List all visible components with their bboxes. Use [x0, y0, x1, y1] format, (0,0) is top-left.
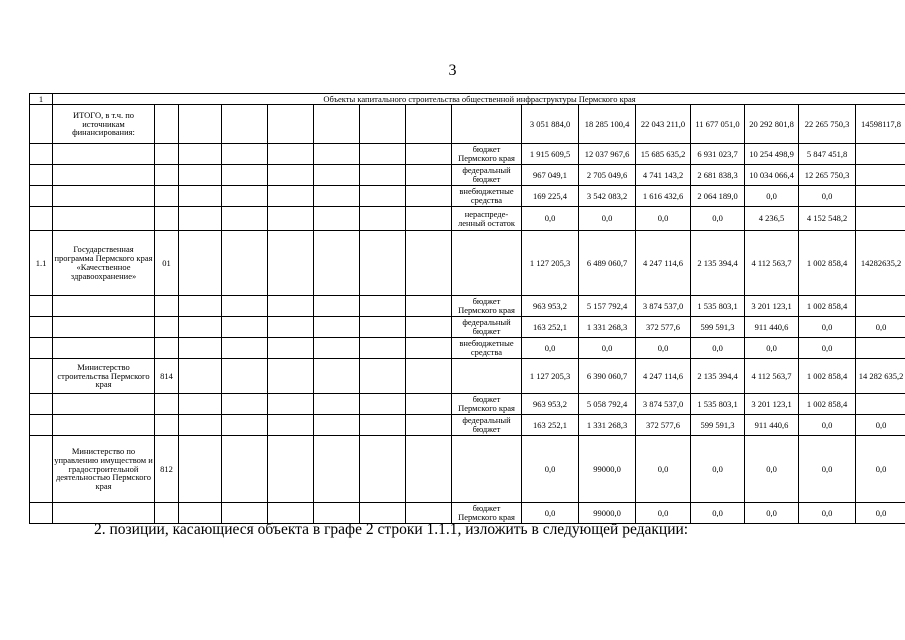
value-cell: 3 874 537,0 — [636, 296, 691, 317]
value-cell: 0,0 — [522, 338, 579, 359]
empty-cell — [406, 394, 452, 415]
program-name-cell — [53, 186, 155, 207]
value-cell: 372 577,6 — [636, 317, 691, 338]
empty-cell — [406, 415, 452, 436]
value-cell: 4 741 143,2 — [636, 165, 691, 186]
value-cell: 6 489 060,7 — [579, 231, 636, 296]
empty-cell — [222, 165, 268, 186]
row-number-cell — [30, 338, 53, 359]
value-cell — [856, 296, 905, 317]
row-number-cell — [30, 436, 53, 503]
empty-cell — [360, 338, 406, 359]
code-cell: 812 — [155, 436, 179, 503]
empty-cell — [360, 436, 406, 503]
table-row — [30, 186, 905, 207]
row-number-cell — [30, 394, 53, 415]
empty-cell — [222, 394, 268, 415]
table-row — [30, 105, 905, 144]
value-cell: 0,0 — [636, 503, 691, 524]
empty-cell — [222, 359, 268, 394]
program-name-cell — [53, 165, 155, 186]
empty-cell — [222, 338, 268, 359]
funding-source-cell: федеральный бюджет — [452, 317, 522, 338]
code-cell — [155, 144, 179, 165]
empty-cell — [360, 144, 406, 165]
table-row — [30, 394, 905, 415]
value-cell: 967 049,1 — [522, 165, 579, 186]
row-number-cell — [30, 186, 53, 207]
empty-cell — [314, 144, 360, 165]
value-cell: 1 331 268,3 — [579, 415, 636, 436]
value-cell: 6 390 060,7 — [579, 359, 636, 394]
empty-cell — [222, 231, 268, 296]
empty-cell — [314, 231, 360, 296]
empty-cell — [268, 394, 314, 415]
empty-cell — [360, 359, 406, 394]
program-name-cell — [53, 207, 155, 231]
value-cell: 4 152 548,2 — [799, 207, 856, 231]
value-cell: 163 252,1 — [522, 317, 579, 338]
empty-cell — [179, 231, 222, 296]
empty-cell — [268, 296, 314, 317]
code-cell: 01 — [155, 231, 179, 296]
table-row — [30, 338, 905, 359]
empty-cell — [268, 165, 314, 186]
value-cell: 3 201 123,1 — [745, 394, 799, 415]
value-cell: 4 247 114,6 — [636, 231, 691, 296]
table-row — [30, 415, 905, 436]
program-name-cell: ИТОГО, в т.ч. по источникам финансирования: — [53, 105, 155, 144]
value-cell: 11 677 051,0 — [691, 105, 745, 144]
empty-cell — [179, 394, 222, 415]
empty-cell — [179, 165, 222, 186]
value-cell: 5 157 792,4 — [579, 296, 636, 317]
empty-cell — [360, 105, 406, 144]
value-cell: 1 616 432,6 — [636, 186, 691, 207]
funding-source-cell: внебюджетные средства — [452, 338, 522, 359]
empty-cell — [222, 105, 268, 144]
empty-cell — [314, 394, 360, 415]
header-index-cell: 1 — [30, 94, 53, 105]
value-cell: 0,0 — [799, 317, 856, 338]
value-cell: 1 002 858,4 — [799, 296, 856, 317]
funding-source-cell: внебюджетные средства — [452, 186, 522, 207]
value-cell: 14282635,2 — [856, 231, 905, 296]
empty-cell — [179, 186, 222, 207]
value-cell: 0,0 — [579, 207, 636, 231]
code-cell — [155, 338, 179, 359]
financing-table — [29, 93, 905, 524]
value-cell: 4 112 563,7 — [745, 231, 799, 296]
funding-source-cell — [452, 105, 522, 144]
program-name-cell — [53, 144, 155, 165]
empty-cell — [314, 338, 360, 359]
value-cell: 0,0 — [636, 207, 691, 231]
empty-cell — [222, 415, 268, 436]
value-cell: 1 002 858,4 — [799, 394, 856, 415]
empty-cell — [406, 207, 452, 231]
empty-cell — [314, 186, 360, 207]
empty-cell — [222, 144, 268, 165]
value-cell: 0,0 — [856, 317, 905, 338]
value-cell: 4 247 114,6 — [636, 359, 691, 394]
value-cell: 1 331 268,3 — [579, 317, 636, 338]
value-cell: 963 953,2 — [522, 394, 579, 415]
code-cell — [155, 105, 179, 144]
value-cell: 0,0 — [856, 436, 905, 503]
value-cell — [856, 207, 905, 231]
table-row — [30, 165, 905, 186]
funding-source-cell: нераспреде-ленный остаток — [452, 207, 522, 231]
row-number-cell: 1.1 — [30, 231, 53, 296]
value-cell: 0,0 — [856, 503, 905, 524]
row-number-cell — [30, 207, 53, 231]
instruction-paragraph: 2. позиции, касающиеся объекта в графе 2 строки 1.1.1, изложить в следующей редакции: — [94, 521, 689, 538]
empty-cell — [360, 231, 406, 296]
value-cell: 15 685 635,2 — [636, 144, 691, 165]
empty-cell — [406, 144, 452, 165]
empty-cell — [406, 338, 452, 359]
empty-cell — [179, 415, 222, 436]
value-cell: 14 282 635,2 — [856, 359, 905, 394]
empty-cell — [179, 436, 222, 503]
empty-cell — [268, 359, 314, 394]
empty-cell — [314, 415, 360, 436]
empty-cell — [268, 186, 314, 207]
empty-cell — [314, 105, 360, 144]
empty-cell — [360, 207, 406, 231]
empty-cell — [314, 296, 360, 317]
empty-cell — [360, 186, 406, 207]
empty-cell — [268, 436, 314, 503]
value-cell: 963 953,2 — [522, 296, 579, 317]
empty-cell — [268, 144, 314, 165]
code-cell — [155, 165, 179, 186]
row-number-cell — [30, 359, 53, 394]
value-cell: 2 705 049,6 — [579, 165, 636, 186]
code-cell — [155, 186, 179, 207]
code-cell — [155, 207, 179, 231]
value-cell: 372 577,6 — [636, 415, 691, 436]
empty-cell — [406, 296, 452, 317]
funding-source-cell: бюджет Пермского края — [452, 394, 522, 415]
empty-cell — [268, 207, 314, 231]
funding-source-cell — [452, 359, 522, 394]
value-cell: 3 874 537,0 — [636, 394, 691, 415]
value-cell: 99000,0 — [579, 503, 636, 524]
value-cell: 911 440,6 — [745, 415, 799, 436]
program-name-cell — [53, 317, 155, 338]
empty-cell — [314, 436, 360, 503]
row-number-cell — [30, 144, 53, 165]
empty-cell — [179, 317, 222, 338]
value-cell: 1 127 205,3 — [522, 231, 579, 296]
value-cell: 2 064 189,0 — [691, 186, 745, 207]
value-cell: 0,0 — [691, 436, 745, 503]
table-row — [30, 231, 905, 296]
table-header-row — [30, 94, 905, 105]
empty-cell — [222, 296, 268, 317]
empty-cell — [406, 359, 452, 394]
value-cell: 6 931 023,7 — [691, 144, 745, 165]
row-number-cell — [30, 415, 53, 436]
value-cell: 0,0 — [579, 338, 636, 359]
value-cell: 18 285 100,4 — [579, 105, 636, 144]
value-cell: 599 591,3 — [691, 415, 745, 436]
value-cell: 0,0 — [745, 436, 799, 503]
value-cell: 10 254 498,9 — [745, 144, 799, 165]
program-name-cell — [53, 296, 155, 317]
empty-cell — [179, 338, 222, 359]
value-cell: 0,0 — [522, 207, 579, 231]
empty-cell — [406, 165, 452, 186]
empty-cell — [222, 207, 268, 231]
funding-source-cell: бюджет Пермского края — [452, 144, 522, 165]
value-cell: 911 440,6 — [745, 317, 799, 338]
value-cell: 22 043 211,0 — [636, 105, 691, 144]
row-number-cell — [30, 317, 53, 338]
value-cell: 0,0 — [522, 503, 579, 524]
value-cell: 0,0 — [691, 503, 745, 524]
empty-cell — [406, 105, 452, 144]
funding-source-cell: бюджет Пермского края — [452, 296, 522, 317]
value-cell — [856, 338, 905, 359]
value-cell: 99000,0 — [579, 436, 636, 503]
empty-cell — [406, 436, 452, 503]
empty-cell — [179, 207, 222, 231]
code-cell — [155, 394, 179, 415]
value-cell: 3 201 123,1 — [745, 296, 799, 317]
value-cell: 0,0 — [522, 436, 579, 503]
empty-cell — [360, 317, 406, 338]
empty-cell — [268, 415, 314, 436]
code-cell: 814 — [155, 359, 179, 394]
value-cell: 12 037 967,6 — [579, 144, 636, 165]
value-cell: 0,0 — [691, 207, 745, 231]
value-cell: 10 034 066,4 — [745, 165, 799, 186]
value-cell: 5 058 792,4 — [579, 394, 636, 415]
value-cell: 0,0 — [745, 338, 799, 359]
empty-cell — [179, 105, 222, 144]
program-name-cell: Министерство строительства Пермского края — [53, 359, 155, 394]
program-name-cell — [53, 394, 155, 415]
empty-cell — [360, 165, 406, 186]
value-cell: 163 252,1 — [522, 415, 579, 436]
value-cell: 1 915 609,5 — [522, 144, 579, 165]
empty-cell — [406, 317, 452, 338]
value-cell: 1 127 205,3 — [522, 359, 579, 394]
empty-cell — [360, 394, 406, 415]
value-cell: 0,0 — [636, 436, 691, 503]
empty-cell — [268, 317, 314, 338]
program-name-cell — [53, 415, 155, 436]
row-number-cell — [30, 296, 53, 317]
empty-cell — [314, 207, 360, 231]
table-row — [30, 359, 905, 394]
empty-cell — [314, 359, 360, 394]
empty-cell — [179, 359, 222, 394]
table-row — [30, 296, 905, 317]
empty-cell — [406, 186, 452, 207]
value-cell — [856, 144, 905, 165]
value-cell: 2 135 394,4 — [691, 231, 745, 296]
value-cell: 169 225,4 — [522, 186, 579, 207]
funding-source-cell: федеральный бюджет — [452, 415, 522, 436]
code-cell — [155, 317, 179, 338]
value-cell: 4 236,5 — [745, 207, 799, 231]
empty-cell — [406, 231, 452, 296]
value-cell: 0,0 — [691, 338, 745, 359]
value-cell: 2 135 394,4 — [691, 359, 745, 394]
funding-source-cell: федеральный бюджет — [452, 165, 522, 186]
code-cell — [155, 296, 179, 317]
value-cell: 0,0 — [745, 503, 799, 524]
value-cell: 0,0 — [636, 338, 691, 359]
value-cell — [856, 394, 905, 415]
row-number-cell — [30, 503, 53, 524]
funding-source-cell — [452, 231, 522, 296]
code-cell — [155, 415, 179, 436]
value-cell: 3 542 083,2 — [579, 186, 636, 207]
program-name-cell: Министерство по управлению имуществом и градостроительной деятельностью Пермского края — [53, 436, 155, 503]
empty-cell — [222, 436, 268, 503]
empty-cell — [222, 186, 268, 207]
empty-cell — [360, 296, 406, 317]
value-cell: 22 265 750,3 — [799, 105, 856, 144]
value-cell: 4 112 563,7 — [745, 359, 799, 394]
row-number-cell — [30, 165, 53, 186]
empty-cell — [222, 317, 268, 338]
value-cell: 1 002 858,4 — [799, 231, 856, 296]
value-cell: 12 265 750,3 — [799, 165, 856, 186]
row-number-cell — [30, 105, 53, 144]
program-name-cell: Государственная программа Пермского края «Качественное здравоохранение» — [53, 231, 155, 296]
header-title-cell: Объекты капитального строительства общественной инфраструктуры Пермского края — [53, 94, 905, 105]
value-cell — [856, 165, 905, 186]
value-cell: 2 681 838,3 — [691, 165, 745, 186]
empty-cell — [314, 165, 360, 186]
empty-cell — [268, 105, 314, 144]
value-cell: 0,0 — [799, 186, 856, 207]
value-cell — [856, 186, 905, 207]
value-cell: 0,0 — [799, 415, 856, 436]
empty-cell — [179, 296, 222, 317]
funding-source-cell — [452, 436, 522, 503]
value-cell: 20 292 801,8 — [745, 105, 799, 144]
empty-cell — [179, 144, 222, 165]
value-cell: 0,0 — [799, 503, 856, 524]
value-cell: 0,0 — [799, 338, 856, 359]
empty-cell — [268, 338, 314, 359]
value-cell: 1 002 858,4 — [799, 359, 856, 394]
value-cell: 0,0 — [745, 186, 799, 207]
program-name-cell — [53, 338, 155, 359]
value-cell: 0,0 — [799, 436, 856, 503]
value-cell: 3 051 884,0 — [522, 105, 579, 144]
table-row — [30, 207, 905, 231]
value-cell: 1 535 803,1 — [691, 296, 745, 317]
table-row — [30, 436, 905, 503]
value-cell: 1 535 803,1 — [691, 394, 745, 415]
value-cell: 14598117,8 — [856, 105, 905, 144]
table-row — [30, 317, 905, 338]
value-cell: 0,0 — [856, 415, 905, 436]
table-row — [30, 144, 905, 165]
empty-cell — [314, 317, 360, 338]
value-cell: 5 847 451,8 — [799, 144, 856, 165]
value-cell: 599 591,3 — [691, 317, 745, 338]
empty-cell — [268, 231, 314, 296]
funding-source-cell: бюджет Пермского края — [452, 503, 522, 524]
empty-cell — [360, 415, 406, 436]
page-number: 3 — [448, 62, 457, 79]
